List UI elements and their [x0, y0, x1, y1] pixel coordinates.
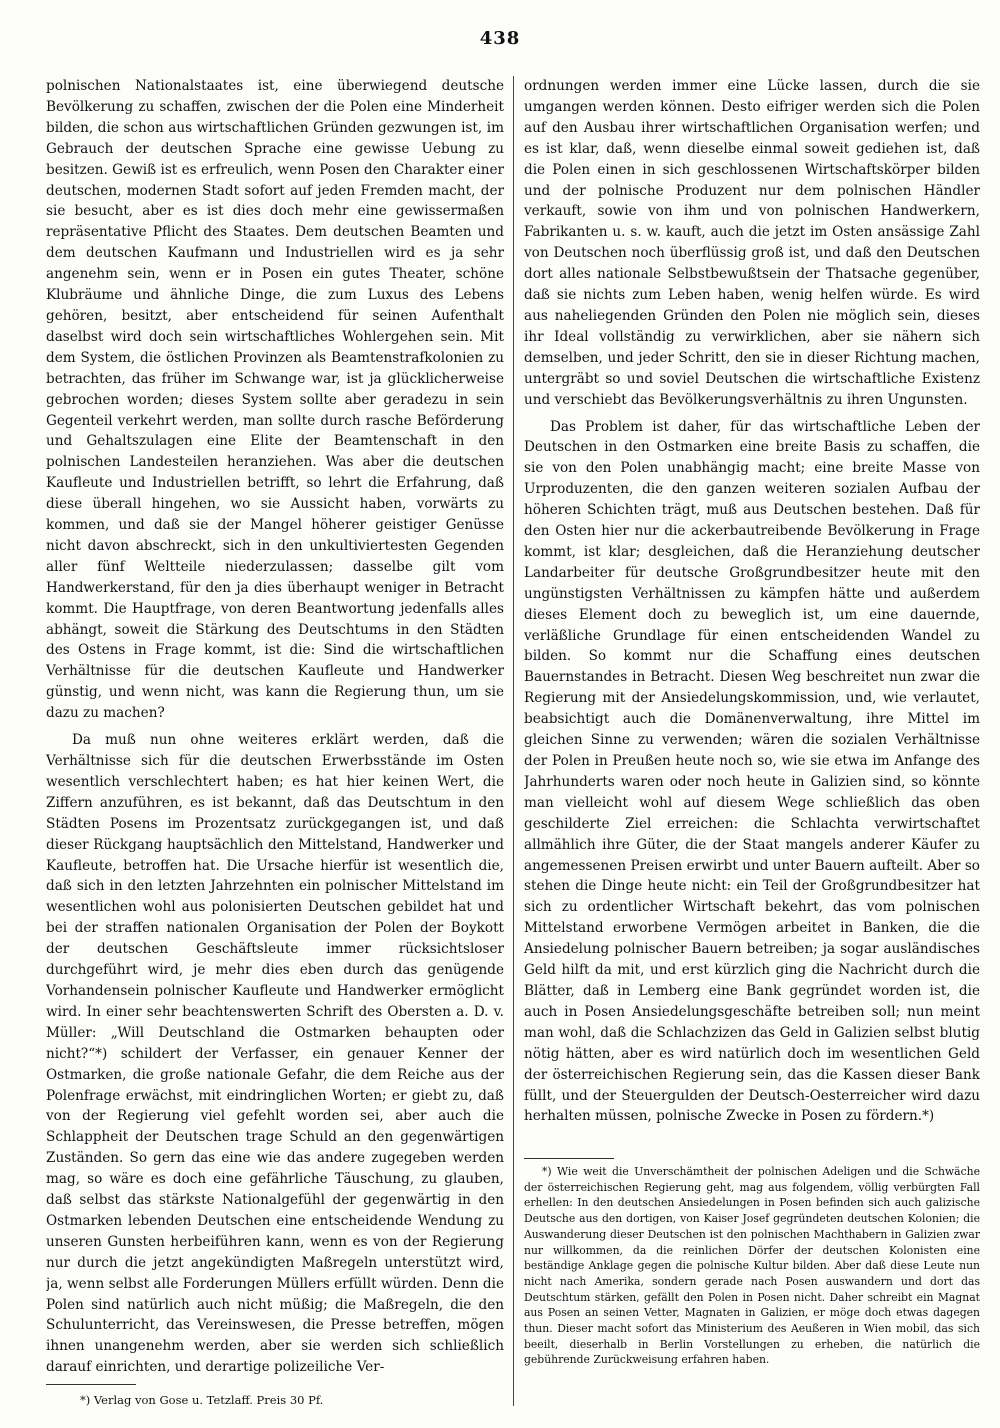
left-paragraph-2: Da muß nun ohne weiteres erklärt werden, daß die Verhältnisse sich für die deutschen Erwerbsstände im Osten wesentlich verschlechtert haben; es hat hier keinen Wert, die Ziffern anzuführen, es ist bekannt, daß das Deutschtum in den Städten Posens im Prozentsatz zurückgegangen ist, und daß dieser Rückgang hauptsächlich den Mittelstand, Handwerker und Kaufleute, betroffen hat. Die Ursache hierfür ist wesentlich die, daß sich in den letzten Jahrzehnten ein polnischer Mittelstand im wesentlichen wohl aus polonisierten Deutschen gebildet hat und bei der straffen nationalen Organisation der Polen der Boykott der deutschen Geschäftsleute immer rücksichtsloser durchgeführt wird, je mehr dies eben durch das genügende Vorhandensein polnischer Kaufleute und Handwerker ermöglicht wird. In einer sehr beachtenswerten Schrift des Obersten a. D. v. Müller: „Will Deutschland die Ostmarken behaupten oder nicht?“*) schildert der Verfasser, ein genauer Kenner der Ostmarken, die große nationale Gefahr, die dem Reiche aus der Polenfrage erwächst, mit eindringlichen Worten; er giebt zu, daß von der Regierung viel gefehlt worden sei, aber auch die Schlappheit der Deutschen trage Schuld an den gegenwärtigen Zuständen. So gern das eine wie das andere zugegeben werden mag, so wäre es doch eine gefährliche Täuschung, zu glauben, daß selbst das stärkste Nationalgefühl der gegenwärtig in den Ostmarken lebenden Deutschen eine entscheidende Wendung zu unseren Gunsten herbeiführen kann, wenn es von der Regierung nur durch die jetzt angekündigten Maßregeln unterstützt wird, ja, wenn selbst alle Forderungen Müllers erfüllt würden. Denn die Polen sind natürlich auch nicht müßig; die Maßregeln, die den Schulunterricht, das Vereinswesen, die Presse betreffen, mögen ihnen unangenehm werden, aber sie werden sich schließlich darauf einrichten, und derartige polizeiliche Ver-: [46, 732, 504, 1376]
right-footnote-block: [524, 1164, 980, 1404]
page-number: 438: [479, 28, 521, 49]
left-paragraph-1: polnischen Nationalstaates ist, eine überwiegend deutsche Bevölkerung zu schaffen, zwischen der die Polen eine Minderheit bilden, die schon aus wirtschaftlichen Gründen gezwungen ist, im Gebrauch der deutschen Sprache eine gewisse Uebung zu besitzen. Gewiß ist es erfreulich, wenn Posen den Charakter einer deutschen, modernen Stadt sofort auf jeden Fremden macht, der sie besucht, aber es ist dies doch mehr eine gewissermaßen repräsentative Pflicht des Staates. Dem deutschen Beamten und dem deutschen Kaufmann und Industriellen wird es ja sehr angenehm sein, wenn er in Posen ein gutes Theater, schöne Klubräume und ähnliche Dinge, die zum Luxus des Lebens gehören, besitzt, aber entscheidend für seinen Aufenthalt daselbst wird doch sein wirtschaftliches Wohlergehen sein. Mit dem System, die östlichen Provinzen als Beamtenstrafkolonien zu betrachten, das früher im Schwange war, ist ja glücklicherweise gebrochen worden; dieses System sollte aber geradezu in sein Gegenteil verkehrt werden, man sollte durch rasche Beförderung und Gehaltszulagen eine Elite der Beamtenschaft in den polnischen Landesteilen heranziehen. Was aber die deutschen Kaufleute und Industriellen betrifft, so lehrt die Erfahrung, daß diese überall hingehen, wo sie Aussicht haben, vorwärts zu kommen, und daß sie der Mangel höherer geistiger Genüsse nicht davon abschreckt, sich in den unkultiviertesten Gegenden aller fünf Weltteile niederzulassen; dasselbe gilt vom Handwerkerstand, für den ja dies überhaupt weniger in Betracht kommt. Die Hauptfrage, von deren Beantwortung jedenfalls alles abhängt, soweit die Stärkung des Deutschtums in den Städten des Ostens in Frage kommt, ist die: Sind die wirtschaftlichen Verhältnisse für die deutschen Kaufleute und Handwerker günstig, und wenn nicht, was kann die Regierung thun, um sie dazu zu machen?: [46, 78, 504, 722]
left-footnote: *) Verlag von Gose u. Tetzlaff. Preis 30 Pf.: [80, 1393, 324, 1407]
right-footnote-divider: [524, 1158, 614, 1159]
left-column: [46, 76, 504, 1378]
right-column: [524, 76, 980, 1220]
right-footnote: *) Wie weit die Unverschämtheit der polnischen Adeligen und die Schwäche der österreichischen Regierung geht, mag aus folgendem, völlig verbürgten Fall erhellen: In den deutschen Ansiedelungen in Posen befinden sich auch galizische Deutsche aus den dortigen, von Kaiser Josef gegründeten deutschen Kolonien; die Auswanderung dieser Deutschen ist den polnischen Machthabern in Galizien zwar nur willkommen, da die reinlichen Dörfer der deutschen Kolonisten eine beständige Anklage gegen die polnische Kultur bilden. Aber daß diese Leute nun nicht nach Amerika, sondern gerade nach Posen auswandern und dort das Deutschtum stärken, gefällt den Polen in Posen nicht. Daher schreibt ein Magnat aus Posen an seinen Vetter, Magnaten in Galizien, er möge doch etwas dagegen thun. Dieser macht sofort das Ministerium des Aeußeren in Wien mobil, das sich beeilt, dieserhalb in Berlin Vorstellungen zu erheben, die natürlich die gebührende Zurückweisung erfahren haben.: [524, 1165, 980, 1367]
left-footnote-divider: [46, 1384, 136, 1385]
right-paragraph-2: Das Problem ist daher, für das wirtschaftliche Leben der Deutschen in den Ostmarken eine breite Basis zu schaffen, die sie von den Polen unabhängig macht; eine breite Masse von Urproduzenten, die den ganzen weiteren sozialen Aufbau der höheren Schichten trägt, muß aus Deutschen bestehen. Daß für den Osten hier nur die ackerbautreibende Bevölkerung in Frage kommt, ist klar; desgleichen, daß die Heranziehung deutscher Landarbeiter für deutsche Großgrundbesitzer heute mit den ungünstigsten Verhältnissen zu kämpfen hätte und außerdem dieses Element doch zu beweglich ist, um eine dauernde, verläßliche Grundlage für einen entscheidenden Wandel zu bilden. So kommt nur die Schaffung eines deutschen Bauernstandes in Betracht. Diesen Weg beschreitet nun zwar die Regierung mit der Ansiedelungskommission, und, wie verlautet, beabsichtigt auch die Domänenverwaltung, ihre Mittel im gleichen Sinne zu verwenden; wären die sozialen Verhältnisse der Polen in Preußen heute noch so, wie sie etwa im Anfange des Jahrhunderts waren oder noch heute in Galizien sind, so könnte man vielleicht wohl auf diesem Wege schließlich das oben geschilderte Ziel erreichen: die Schlachta verwirtschaftet allmählich ihre Güter, die der Staat mangels anderer Käufer zu angemessenen Preisen erwirbt und unter Bauern aufteilt. Aber so stehen die Dinge heute nicht: ein Teil der Großgrundbesitzer hat sich zu ordentlicher Wirtschaft bekehrt, das vom polnischen Mittelstand erworbene Vermögen arbeitet in Banken, die die Ansiedelung polnischer Bauern betreiben; ja sogar ausländisches Geld hilft da mit, und erst kürzlich ging die Nachricht durch die Blätter, daß in Lemberg eine Bank gegründet worden ist, die auch in Posen Ansiedelungsgeschäfte betreiben soll; nun meint man wohl, daß die Schlachzizen das Geld in Galizien selbst blutig nötig hätten, aber es wird natürlich doch im wesentlichen Geld der österreichischen Regierung sein, das die Kassen dieser Bank füllt, und der Steuergulden der Deutsch-Oesterreicher wird dazu herhalten müssen, polnische Zwecke in Posen zu fördern.*): [524, 418, 980, 1125]
right-paragraph-1: ordnungen werden immer eine Lücke lassen, durch die sie umgangen werden können. Desto eifriger werden sich die Polen auf den Ausbau ihrer wirtschaftlichen Organisation werfen; und es ist klar, daß, wenn dieselbe einmal soweit gediehen ist, daß die Polen einen in sich geschlossenen Wirtschaftskörper bilden und der polnische Produzent nur dem polnischen Händler verkauft, sowie von ihm und von polnischen Handwerkern, Fabrikanten u. s. w. kauft, auch die jetzt im Osten ansässige Zahl von Deutschen noch überflüssig groß ist, und daß den Deutschen dort alles nationale Selbstbewußtsein der Thatsache gegenüber, daß sie nichts zum Leben haben, wenig helfen würde. Es wird aus naheliegenden Gründen den Polen nie möglich sein, dieses ihr Ideal vollständig zu verwirklichen, aber sie nähern sich demselben, und jeder Schritt, den sie in dieser Richtung machen, untergräbt so und soviel Deutschen die wirtschaftliche Existenz und verschiebt das Bevölkerungsverhältnis zu ihren Ungunsten.: [524, 78, 980, 408]
column-divider: [513, 76, 514, 1406]
